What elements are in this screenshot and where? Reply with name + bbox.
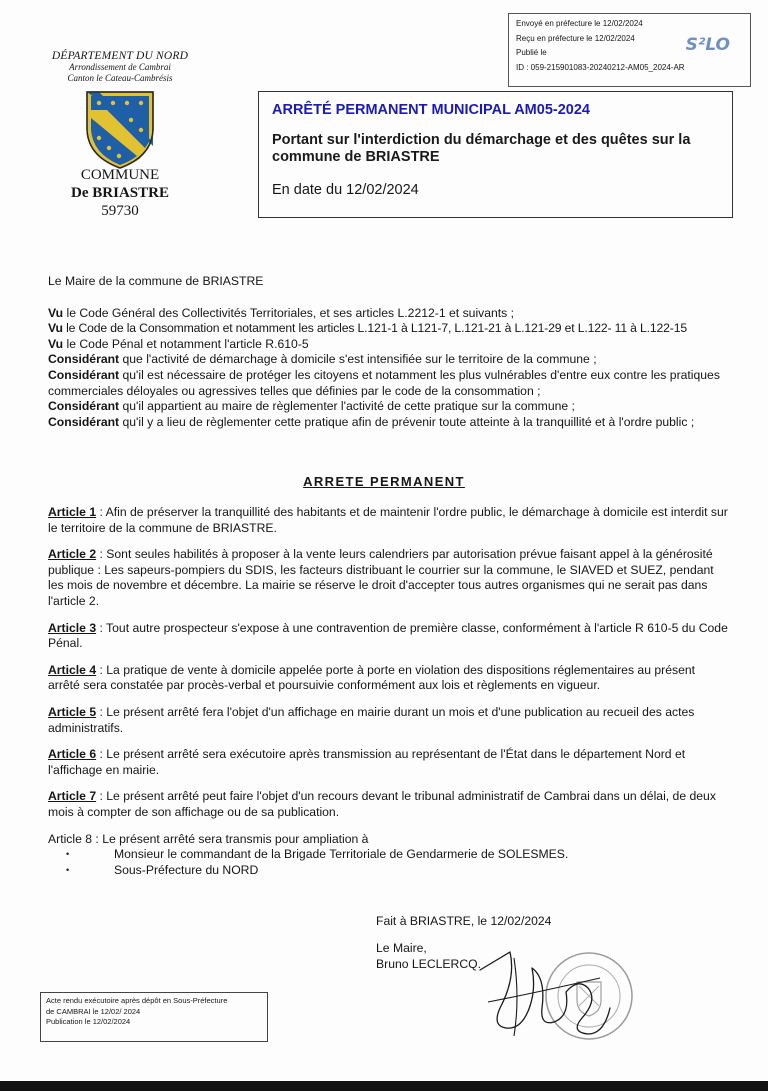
transmission-stamp [508,13,751,87]
article-item: Article 5 : Le présent arrêté fera l'objet d'un affichage en mairie durant un mois et d'une publication au recueil des actes administratifs. [48,704,695,735]
visa-line: Vu le Code Pénal et notamment l'article R.610-5 [48,336,309,351]
commune-label: COMMUNE [80,167,160,183]
article-item: Article 3 : Tout autre prospecteur s'expose à une contravention de première classe, conformément à l'article R 610-5 du Code Pénal. [48,620,728,651]
stamp-line: Publié le [516,48,547,57]
article-item: Article 6 : Le présent arrêté sera exécutoire après transmission au représentant de l'État dans le département Nord et l'affichage en mairie. [48,747,686,777]
canton: Canton le Cateau-Cambrésis [67,73,173,83]
article-item: Article 8 : Le présent arrêté sera transmis pour ampliation à [48,831,369,846]
note-line: de CAMBRAI le 12/02/ 2024 [46,1006,141,1016]
s2lo-logo: S²LO [685,35,730,55]
signatory-name: Bruno LECLERCQ. [376,957,481,971]
preamble-intro: Le Maire de la commune de BRIASTRE [48,274,264,288]
decision-heading: ARRETE PERMANENT [303,474,465,489]
visa-line: Vu le Code Général des Collectivités Territoriales, et ses articles L.2212-1 et suivants ; [48,305,515,320]
arrete-date: En date du 12/02/2024 [272,182,419,198]
visa-line: Vu le Code de la Consommation et notamment les articles L.121-1 à L121-7, L.121-21 à L.121-29 et L.122- 11 à L.122-15 [48,321,687,336]
stamp-line: ID : 059-215901083-20240212-AM05_2024-AR [516,62,685,72]
stamp-line: Envoyé en préfecture le 12/02/2024 [516,19,643,28]
arrondissement: Arrondissement de Cambrai [69,62,171,72]
title-box [258,91,733,218]
considerant-line: Considérant qu'il y a lieu de règlementer cette pratique afin de prévenir toute atteinte à la tranquillité et à l'ordre public ; [48,414,695,429]
article-item: Article 4 : La pratique de vente à domicile appelée porte à porte en violation des dispositions réglementaires au présent arrêté sera constatée par procès-verbal et poursuivie conformément aux lois et règlements en vigueur. [48,662,696,693]
scan-edge [0,1081,768,1091]
arrete-title: ARRÊTÉ PERMANENT MUNICIPAL AM05-2024 [272,102,590,118]
enforceability-note [40,992,268,1042]
signatory-role: Le Maire, [376,941,427,955]
article-item: Article 1 : Afin de préserver la tranquillité des habitants et de maintenir l'ordre public, le démarchage à domicile est interdit sur le territoire de la commune de BRIASTRE. [48,505,728,535]
department-name: DÉPARTEMENT DU NORD [51,50,189,62]
place-date: Fait à BRIASTRE, le 12/02/2024 [376,914,552,928]
considerant-line: Considérant qu'il appartient au maire de règlementer l'activité de cette pratique sur la commune ; [48,399,575,414]
commune-name: De BRIASTRE [71,185,169,201]
stamp-line: Reçu en préfecture le 12/02/2024 [516,33,635,43]
recipient-item: • Monsieur le commandant de la Brigade Territoriale de Gendarmerie de SOLESMES. [48,847,728,863]
commune-block [50,166,190,220]
article-item: Article 2 : Sont seules habilités à proposer à la vente leurs calendriers par autorisation prévue faisant appel à la générosité publique : Les sapeurs-pompiers du SDIS, les facteurs distribuant le courrier sur la commune, le SIAVED et SUEZ, pendant les mois de novembre et décembre. La mairie se réserve le droit d'accepter tous autres organismes qui ne serait pas dans l'article 2. [48,547,714,608]
note-line: Acte rendu exécutoire après dépôt en Sous-Préfecture [46,996,228,1005]
arrete-subject: Portant sur l'interdiction du démarchage et des quêtes sur la commune de BRIASTRE [272,132,691,165]
postal-code: 59730 [101,203,139,219]
recipient-item: • Sous-Préfecture du NORD [48,863,728,879]
department-header [40,50,200,84]
article-item: Article 7 : Le présent arrêté peut faire l'objet d'un recours devant le tribunal administratif de Cambrai dans un délai, de deux mois à compter de son affichage ou de sa publication. [48,789,716,819]
handwritten-signature-icon [470,948,620,1038]
note-line: Publication le 12/02/2024 [46,1017,131,1026]
preamble [48,274,728,430]
signatory [376,940,481,972]
coat-of-arms-icon [85,90,155,170]
considerant-line: Considérant que l'activité de démarchage à domicile s'est intensifiée sur le territoire de la commune ; [48,352,597,367]
articles-list [48,505,728,878]
considerant-line: Considérant qu'il est nécessaire de protéger les citoyens et notamment les plus vulnérables d'entre eux contre les pratiques commerciales déloyales ou agressives telles que définies par le code de la consommation ; [48,367,720,398]
